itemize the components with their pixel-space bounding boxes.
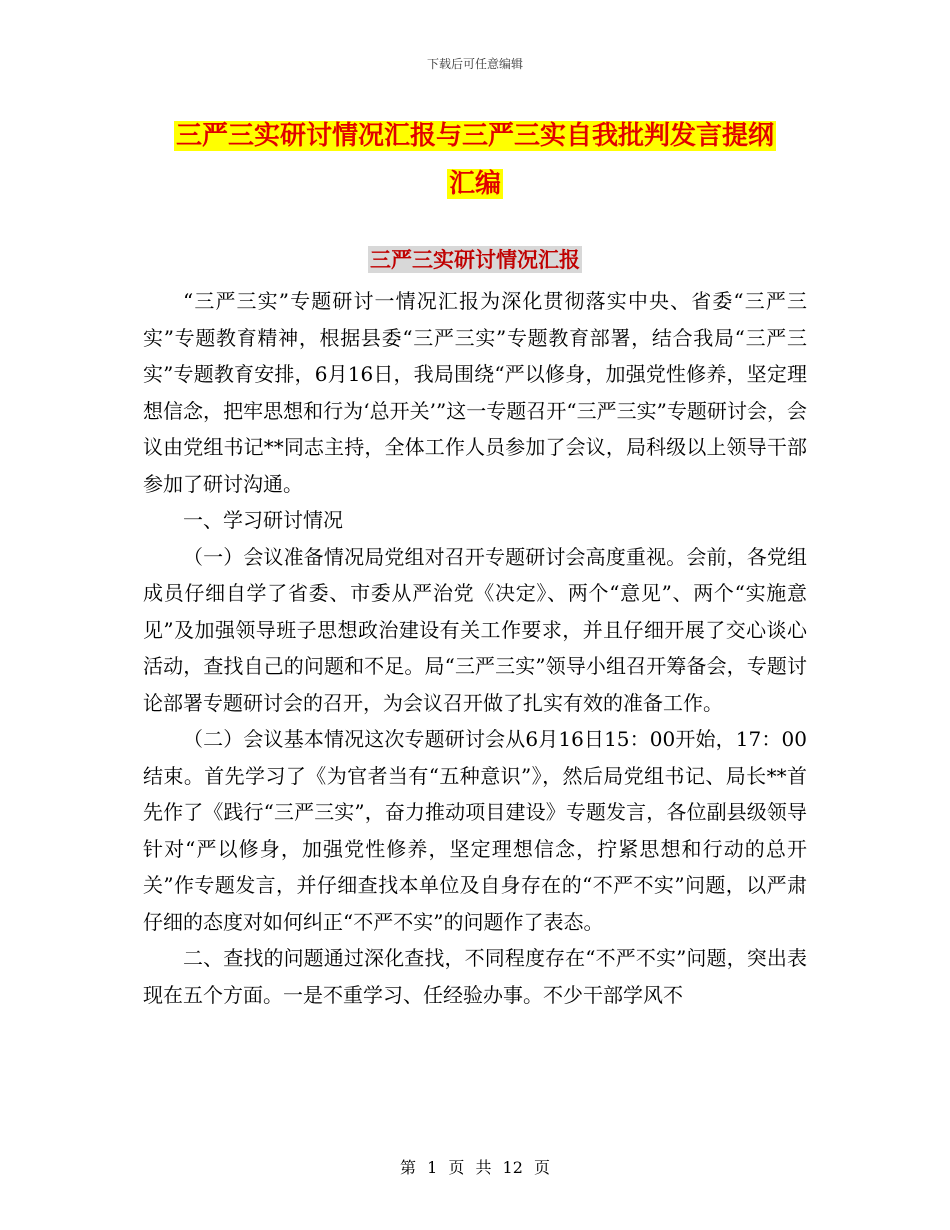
section-heading-text: 三严三实研讨情况汇报 <box>370 247 580 272</box>
page-footer: 第 1 页 共 12 页 <box>400 1158 550 1177</box>
document-title-line-2: 汇编 <box>448 169 501 199</box>
paragraph: “三严三实”专题研讨一情况汇报为深化贯彻落实中央、省委“三严三实”专题教育精神，根据县委“三严三实”专题教育部署，结合我局“三严三实”专题教育安排，6月16日，我局围绕“严以修身，加强党性修养，坚定理想信念，把牢思想和行为‘总开关’”这一专题召开“三严三实”专题研讨会，会议由党组书记**同志主持，全体工作人员参加了会议，局科级以上领导干部参加了研讨沟通。 <box>143 289 807 496</box>
page-header-note: 下载后可任意编辑 <box>426 57 523 71</box>
paragraph: 二、查找的问题通过深化查找，不同程度存在“不严不实”问题，突出表现在五个方面。一是不重学习、任经验办事。不少干部学风不 <box>143 946 807 1007</box>
document-title <box>0 112 950 208</box>
document-title-line-1: 三严三实研讨情况汇报与三严三实自我批判发言提纲 <box>175 121 774 151</box>
paragraph: 一、学习研讨情况 <box>183 508 343 532</box>
paragraph: （二）会议基本情况这次专题研讨会从6月16日15：00开始，17：00结束。首先学习了《为官者当有“五种意识”》，然后局党组书记、局长**首先作了《践行“三严三实”，奋力推动项目建设》专题发言，各位副县级领导针对“严以修身，加强党性修养，坚定理想信念，拧紧思想和行动的总开关”作专题发言，并仔细查找本单位及自身存在的“不严不实”问题，以严肃仔细的态度对如何纠正“不严不实”的问题作了表态。 <box>143 727 807 934</box>
section-heading <box>0 244 950 274</box>
paragraph: （一）会议准备情况局党组对召开专题研讨会高度重视。会前，各党组成员仔细自学了省委、市委从严治党《决定》、两个“意见”、两个“实施意见”及加强领导班子思想政治建设有关工作要求，并且仔细开展了交心谈心活动，查找自己的问题和不足。局“三严三实”领导小组召开筹备会，专题讨论部署专题研讨会的召开，为会议召开做了扎实有效的准备工作。 <box>143 544 807 715</box>
document-body <box>143 283 807 1013</box>
